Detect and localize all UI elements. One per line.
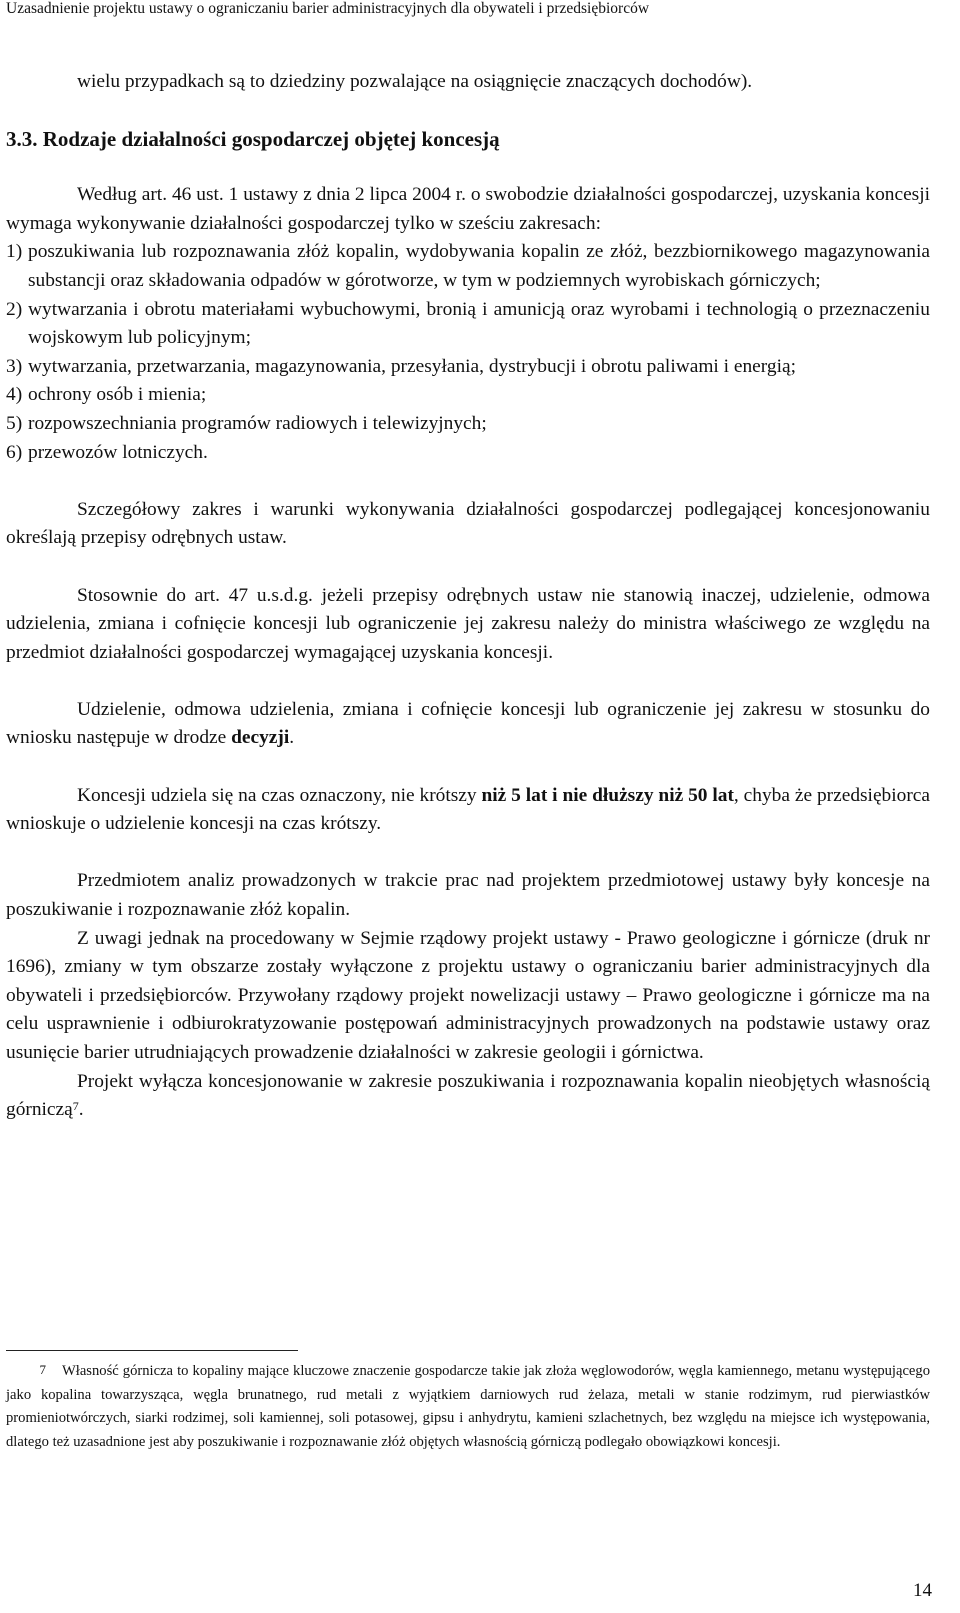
paragraph-sejm-project: Z uwagi jednak na procedowany w Sejmie rządowy projekt ustawy - Prawo geologiczne i górnicze (druk nr 1696), zmiany w tym obszarze zostały wyłączone z projektu ustawy o ograniczaniu barier administracyjnych dla obywateli i przedsiębiorców. Przywołany rządowy projekt nowelizacji ustawy – Prawo geologiczne i górnicze ma na celu usprawnienie i odbiurokratyzowanie postępowań administracyjnych prowadzonych na podstawie ustawy oraz usunięcie barier utrudniających prowadzenie działalności w zakresie geologii i górnictwa. [6,927,930,1063]
footnote-reference[interactable]: 7 [72,1099,79,1114]
list-item: 5) rozpowszechniania programów radiowych i telewizyjnych; [6,412,487,434]
paragraph-decision: Udzielenie, odmowa udzielenia, zmiana i cofnięcie koncesji lub ograniczenie jej zakresu w stosunku do wniosku następuje w drodze decyzji. [6,698,930,749]
bold-duration: niż 5 lat i nie dłuższy niż 50 lat [481,784,734,806]
footnote-divider [6,1350,298,1351]
running-header: Uzasadnienie projektu ustawy o ograniczaniu barier administracyjnych dla obywateli i przedsiębiorców [6,0,650,17]
paragraph-analysis-subject: Przedmiotem analiz prowadzonych w trakcie prac nad projektem przedmiotowej ustawy były koncesje na poszukiwanie i rozpoznawanie złóż kopalin. [6,870,930,921]
paragraph-detailed-scope: Szczegółowy zakres i warunki wykonywania działalności gospodarczej podlegającej koncesjonowaniu określają przepisy odrębnych ustaw. [6,498,930,549]
section-heading: 3.3. Rodzaje działalności gospodarczej objętej koncesją [6,126,500,151]
list-item: 2) wytwarzania i obrotu materiałami wybuchowymi, bronią i amunicją oraz wyrobami i technologią o przeznaczeniu wojskowym lub policyjnym; [6,298,930,349]
footnote [6,1360,930,1454]
document-body [6,68,930,1125]
paragraph-project-exclusion: Projekt wyłącza koncesjonowanie w zakresie poszukiwania i rozpoznawania kopalin nieobjętych własnością górniczą$^7$. [6,1070,930,1121]
paragraph-art-47: Stosownie do art. 47 u.s.d.g. jeżeli przepisy odrębnych ustaw nie stanowią inaczej, udzielenie, odmowa udzielenia, zmiana i cofnięcie koncesji lub ograniczenie jej zakresu należy do ministra właściwego ze względu na przedmiot działalności gospodarczej wymagającej uzyskania koncesji. [6,584,930,663]
list-item: 3) wytwarzania, przetwarzania, magazynowania, przesyłania, dystrybucji i obrotu paliwami i energią; [6,355,796,377]
intro-paragraph: wielu przypadkach są to dziedziny pozwalające na osiągnięcie znaczących dochodów). [77,71,753,92]
footnote-mark: 7 [39,1362,46,1377]
list-item: 4) ochrony osób i mienia; [6,384,207,406]
paragraph-concession-basis: Według art. 46 ust. 1 ustawy z dnia 2 lipca 2004 r. o swobodzie działalności gospodarczej, uzyskania koncesji wymaga wykonywanie działalności gospodarczej tylko w sześciu zakresach: [6,184,930,234]
list-item: 1) poszukiwania lub rozpoznawania złóż kopalin, wydobywania kopalin ze złóż, bezzbiornikowego magazynowania substancji oraz składowania odpadów w górotworze, w tym w podziemnych wyrobiskach górniczych; [6,241,930,291]
concession-list [6,238,930,467]
page-number: 14 [913,1580,932,1601]
list-item: 6) przewozów lotniczych. [6,441,208,463]
bold-decision: decyzji [231,727,290,749]
paragraph-duration: Koncesji udziela się na czas oznaczony, nie krótszy niż 5 lat i nie dłuższy niż 50 lat, chyba że przedsiębiorca wnioskuje o udzielenie koncesji na czas krótszy. [6,784,930,835]
footnote-text: Własność górnicza to kopaliny mające kluczowe znaczenie gospodarcze takie jak złoża węglowodorów, węgla kamiennego, metanu występującego jako kopalina towarzysząca, węgla brunatnego, rud metali z wyjątkiem darniowych rud żelaza, metali w stanie rodzimym, rud pierwiastków promieniotwórczych, siarki rodzimej, soli kamiennej, soli potasowej, gipsu i anhydrytu, kamieni szlachetnych, bez względu na miejsce ich występowania, dlatego też uzasadnione jest aby poszukiwanie i rozpoznawanie złóż objętych własnością górniczą podlegało obowiązkowi koncesji. [6,1363,930,1450]
